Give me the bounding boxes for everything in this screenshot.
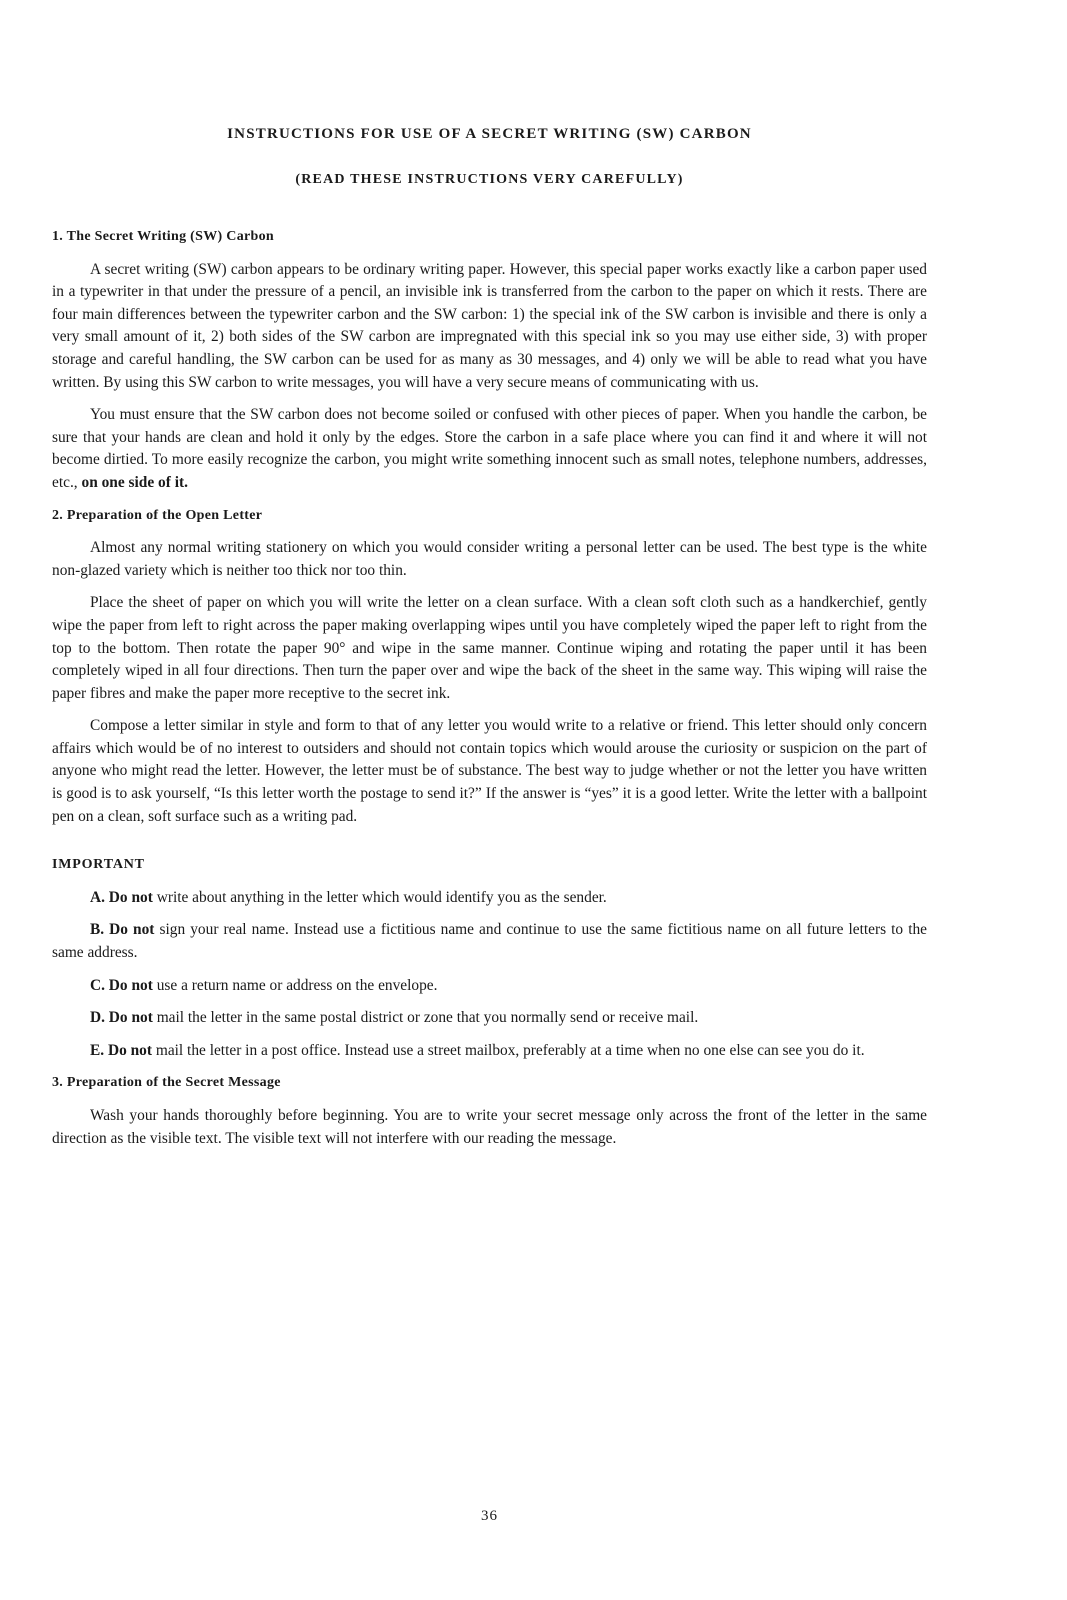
- important-item-e-text: mail the letter in a post office. Instead use a street mailbox, preferably at a time when no one else can see you do it.: [152, 1041, 865, 1059]
- important-item-d-text: mail the letter in the same postal district or zone that you normally send or receive mail.: [152, 1009, 699, 1027]
- important-item-c-lead: C. Do not: [90, 976, 153, 994]
- section-2-paragraph-3: Compose a letter similar in style and form to that of any letter you would write to a relative or friend. This letter should only concern affairs which would be of no interest to outsiders and should not contain topics which would arouse the curiosity or suspicion on the part of anyone who might read the letter. However, the letter must be of substance. The best way to judge whether or not the letter you have written is good is to ask yourself, “Is this letter worth the postage to send it?” If the answer is “yes” it is a good letter. Write the letter with a ballpoint pen on a clean, soft surface such as a writing pad.: [52, 717, 927, 825]
- page-number: 36: [481, 1508, 498, 1524]
- document-page: [52, 0, 927, 1600]
- section-1-paragraph-2: [52, 404, 927, 494]
- important-item-a-lead: A. Do not: [90, 888, 153, 906]
- section-3-heading: 3. Preparation of the Secret Message: [52, 1075, 281, 1091]
- important-item-b-text: sign your real name. Instead use a fictitious name and continue to use the same fictitious name on all future letters to the same address.: [52, 921, 927, 962]
- important-item-e-lead: E. Do not: [90, 1041, 152, 1059]
- section-3-paragraph-1: Wash your hands thoroughly before beginning. You are to write your secret message only across the front of the letter in the same direction as the visible text. The visible text will not interfere with our reading the message.: [52, 1107, 927, 1147]
- section-1-paragraph-1: A secret writing (SW) carbon appears to be ordinary writing paper. However, this special paper works exactly like a carbon paper used in a typewriter in that under the pressure of a pencil, an invisible ink is transferred from the carbon to the paper on which it rests. There are four main differences between the typewriter carbon and the SW carbon: 1) the special ink of the SW carbon is invisible and there is only a very small amount of it, 2) both sides of the SW carbon are impregnated with this special ink so you may use either side, 3) with proper storage and careful handling, the SW carbon can be used for as many as 30 messages, and 4) only we will be able to read what you have written. By using this SW carbon to write messages, you will have a very secure means of communicating with us.: [52, 260, 927, 391]
- important-item-c: [52, 975, 927, 998]
- section-1-heading: 1. The Secret Writing (SW) Carbon: [52, 229, 274, 244]
- important-item-a-text: write about anything in the letter which would identify you as the sender.: [152, 888, 607, 906]
- important-item-c-text: use a return name or address on the envelope.: [152, 976, 438, 994]
- section-1-paragraph-2-emphasis: on one side of it.: [81, 473, 188, 491]
- section-2-paragraph-1: Almost any normal writing stationery on which you would consider writing a personal letter can be used. The best type is the white non-glazed variety which is neither too thick nor too thin.: [52, 539, 927, 579]
- document-body: [52, 226, 927, 1160]
- important-item-b: [52, 919, 927, 964]
- important-item-d-lead: D. Do not: [90, 1009, 153, 1027]
- document-subtitle: (READ THESE INSTRUCTIONS VERY CAREFULLY): [295, 172, 684, 187]
- section-1-paragraph-2-text: You must ensure that the SW carbon does not become soiled or confused with other pieces of paper. When you handle the carbon, be sure that your hands are clean and hold it only by the edges. Store the carbon in a safe place where you can find it and where it will not become dirtied. To more easily recognize the carbon, you might write something innocent such as small notes, telephone numbers, addresses, etc.,: [52, 406, 927, 491]
- section-2-paragraph-2: Place the sheet of paper on which you will write the letter on a clean surface. With a clean soft cloth such as a handkerchief, gently wipe the paper from left to right across the paper making overlapping wipes until you have completely wiped the paper left to right from the top to the bottom. Then rotate the paper 90° and wipe in the same manner. Continue wiping and rotating the paper until it has been completely wiped in all four directions. Then turn the paper over and wipe the back of the sheet in the same way. This wiping will raise the paper fibres and make the paper more receptive to the secret ink.: [52, 594, 927, 702]
- section-2-heading: 2. Preparation of the Open Letter: [52, 507, 263, 523]
- important-item-e: [52, 1040, 927, 1063]
- important-item-d: [52, 1007, 927, 1030]
- important-item-b-lead: B. Do not: [90, 921, 155, 939]
- document-title: INSTRUCTIONS FOR USE OF A SECRET WRITING (SW) CARBON: [227, 126, 752, 142]
- important-item-a: [52, 887, 927, 910]
- important-heading: IMPORTANT: [52, 857, 145, 873]
